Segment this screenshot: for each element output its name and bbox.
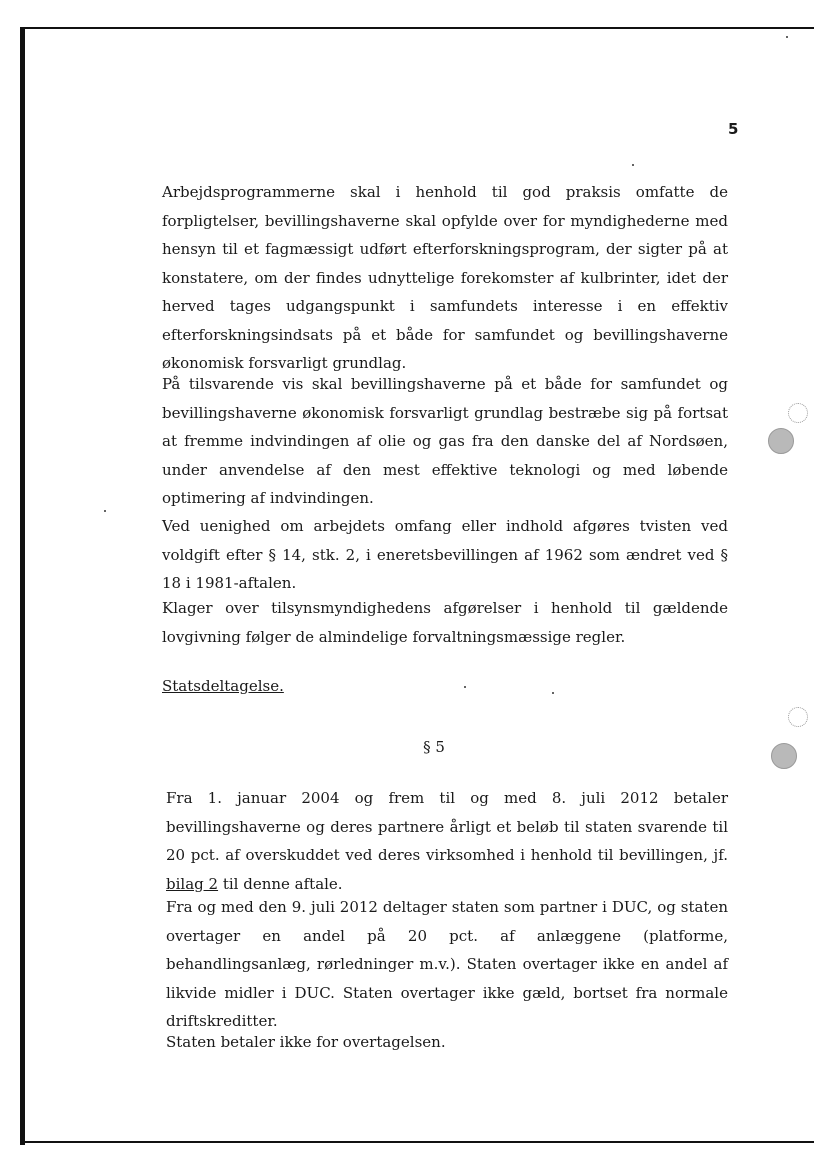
paragraph-production: På tilsvarende vis skal bevillingshaverne på et både for samfundet og bevillingshaverne økonomisk forsvarligt grundlag bestræbe sig på fortsat at fremme indvindingen af olie og gas fra den danske del af Nordsøen, under anvendelse af den mest effektive teknologi og med løbende optimering af indvindingen.: [162, 375, 728, 507]
punch-mark-lower: [788, 707, 808, 727]
paragraph-profit-share-tail: til denne aftale.: [218, 874, 343, 893]
page-number: 5: [728, 120, 739, 138]
page-border-left: [20, 27, 25, 1145]
scan-speck: [786, 36, 788, 38]
scan-speck: [552, 692, 554, 694]
paragraph-work-programmes: Arbejdsprogrammerne skal i henhold til god praksis omfatte de forpligtelser, bevillingshaverne skal opfylde over for myndighederne med hensyn til et fagmæssigt udført efterforskningsprogram, der sigter på at konstatere, om der findes udnyttelige forekomster af kulbrinter, idet der herved tages udgangspunkt i samfundets interesse i en effektiv efterforskningsindsats på et både for samfundet og bevillingshaverne økonomisk forsvarligt grundlag.: [162, 183, 728, 372]
page-border-bottom: [22, 1141, 814, 1143]
paragraph-profit-share: [166, 784, 728, 898]
paragraph-arbitration: Ved uenighed om arbejdets omfang eller indhold afgøres tvisten ved voldgift efter § 14, stk. 2, i eneretsbevillingen af 1962 som ændret ved § 18 i 1981-aftalen.: [162, 517, 728, 592]
paragraph-profit-share-text: Fra 1. januar 2004 og frem til og med 8. juli 2012 betaler bevillingshaverne og deres partnere årligt et beløb til staten svarende til 20 pct. af overskuddet ved deres virksomhed i henhold til bevillingen, jf.: [166, 789, 728, 864]
paragraph-state-partner: Fra og med den 9. juli 2012 deltager staten som partner i DUC, og staten overtager en andel på 20 pct. af anlæggene (platforme, behandlingsanlæg, rørledninger m.v.). Staten overtager ikke en andel af likvide midler i DUC. Staten overtager ikke gæld, bortset fra normale driftskreditter.: [166, 898, 728, 1030]
section-sign: § 5: [423, 738, 445, 756]
page-border-top: [22, 27, 814, 29]
punch-hole-lower: [771, 743, 797, 769]
scan-speck: [104, 510, 106, 512]
scan-speck: [632, 164, 634, 166]
paragraph-no-payment: Staten betaler ikke for overtagelsen.: [166, 1033, 446, 1051]
bilag-2-link[interactable]: bilag 2: [166, 874, 219, 893]
punch-hole-upper: [768, 428, 794, 454]
punch-mark-upper: [788, 403, 808, 423]
paragraph-complaints: Klager over tilsynsmyndighedens afgørelser i henhold til gældende lovgivning følger de almindelige forvaltningsmæssige regler.: [162, 599, 728, 646]
scan-speck: [464, 686, 466, 688]
section-heading: Statsdeltagelse.: [162, 677, 284, 695]
